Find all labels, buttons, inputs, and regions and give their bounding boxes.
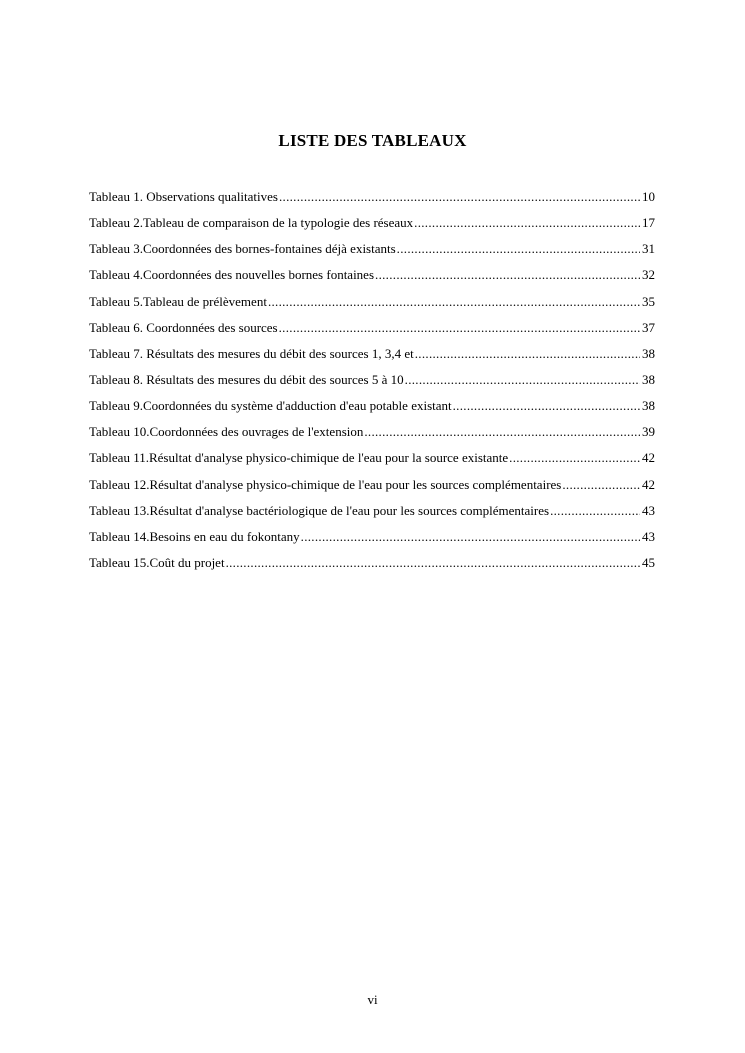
toc-entry[interactable] xyxy=(89,294,655,320)
dot-leader xyxy=(375,267,640,283)
dot-leader xyxy=(509,450,640,466)
toc-entry-label: Tableau 5.Tableau de prélèvement xyxy=(89,293,267,309)
toc-entry-label: Tableau 9.Coordonnées du système d'adduction d'eau potable existant xyxy=(89,398,452,414)
dot-leader xyxy=(414,215,640,231)
toc-entry[interactable] xyxy=(89,529,655,555)
toc-entry-label: Tableau 10.Coordonnées des ouvrages de l'extension xyxy=(89,424,364,440)
page-number: vi xyxy=(367,992,378,1007)
toc-entry-page: 38 xyxy=(642,371,655,387)
toc-entry-page: 35 xyxy=(642,293,655,309)
toc-entry-page: 43 xyxy=(642,528,655,544)
dot-leader xyxy=(364,424,640,440)
dot-leader xyxy=(301,529,640,545)
dot-leader xyxy=(550,503,640,519)
toc-entry-label: Tableau 2.Tableau de comparaison de la typologie des réseaux xyxy=(89,215,414,231)
dot-leader xyxy=(562,477,640,493)
dot-leader xyxy=(268,294,640,310)
toc-entry-page: 17 xyxy=(642,215,655,231)
dot-leader xyxy=(397,241,640,257)
toc-entry-label: Tableau 4.Coordonnées des nouvelles bornes fontaines xyxy=(89,267,375,283)
page-title: LISTE DES TABLEAUX xyxy=(278,131,467,150)
toc-entry[interactable] xyxy=(89,215,655,241)
toc-entry-page: 38 xyxy=(642,398,655,414)
toc-entry-label: Tableau 7. Résultats des mesures du débit des sources 1, 3,4 et xyxy=(89,345,414,361)
dot-leader xyxy=(279,189,640,205)
toc-entry-label: Tableau 15.Coût du projet xyxy=(89,554,225,570)
toc-entry[interactable] xyxy=(89,477,655,503)
dot-leader xyxy=(415,346,640,362)
toc-entry[interactable] xyxy=(89,346,655,372)
toc-entry[interactable] xyxy=(89,450,655,476)
toc-entry-label: Tableau 8. Résultats des mesures du débit des sources 5 à 10 xyxy=(89,371,404,387)
toc-entry-label: Tableau 12.Résultat d'analyse physico-chimique de l'eau pour les sources complémentaires xyxy=(89,476,562,492)
toc-entry[interactable] xyxy=(89,241,655,267)
toc-entry[interactable] xyxy=(89,320,655,346)
toc-entry-page: 32 xyxy=(642,267,655,283)
dot-leader xyxy=(453,398,640,414)
toc-entry-page: 42 xyxy=(642,476,655,492)
toc-entry[interactable] xyxy=(89,267,655,293)
toc-entry-label: Tableau 3.Coordonnées des bornes-fontaines déjà existants xyxy=(89,241,396,257)
toc-entry-label: Tableau 6. Coordonnées des sources xyxy=(89,319,278,335)
table-of-contents xyxy=(89,189,655,581)
toc-entry-page: 43 xyxy=(642,502,655,518)
toc-entry-page: 42 xyxy=(642,450,655,466)
dot-leader xyxy=(279,320,640,336)
toc-entry-label: Tableau 14.Besoins en eau du fokontany xyxy=(89,528,300,544)
toc-entry-page: 31 xyxy=(642,241,655,257)
toc-entry[interactable] xyxy=(89,398,655,424)
toc-entry-label: Tableau 1. Observations qualitatives xyxy=(89,189,278,204)
toc-entry-page: 45 xyxy=(642,554,655,570)
toc-entry-page: 37 xyxy=(642,319,655,335)
toc-entry[interactable] xyxy=(89,189,655,215)
dot-leader xyxy=(226,555,640,571)
toc-entry[interactable] xyxy=(89,424,655,450)
toc-entry[interactable] xyxy=(89,555,655,581)
dot-leader xyxy=(405,372,640,388)
toc-entry-label: Tableau 11.Résultat d'analyse physico-chimique de l'eau pour la source existante xyxy=(89,450,509,466)
toc-entry-page: 39 xyxy=(642,424,655,440)
toc-entry[interactable] xyxy=(89,503,655,529)
toc-entry-page: 10 xyxy=(642,189,655,204)
toc-entry-label: Tableau 13.Résultat d'analyse bactériologique de l'eau pour les sources complémentaires xyxy=(89,502,550,518)
toc-entry-page: 38 xyxy=(642,345,655,361)
toc-entry[interactable] xyxy=(89,372,655,398)
